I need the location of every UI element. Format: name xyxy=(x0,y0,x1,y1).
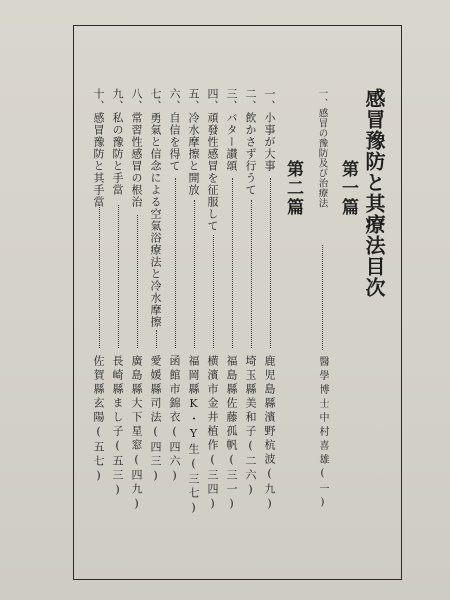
entry-5-author: 福岡縣K・Y生(三七) xyxy=(187,355,200,517)
entry-9-dots xyxy=(118,205,119,348)
entry-3-title: 三、バター讃頌 xyxy=(225,88,238,172)
entry-1-title: 一、小事が大事 xyxy=(263,88,276,172)
entry-4-author: 横濱市金井植作(三四) xyxy=(206,355,219,513)
entry-2-title: 二、飲かさず行うて xyxy=(244,88,257,196)
entry-7-author: 愛媛縣司法(四三) xyxy=(149,355,162,485)
entry-4-dots xyxy=(213,235,214,348)
entry-10-author: 佐賀縣玄陽(五七) xyxy=(92,355,105,485)
entry-9-author: 長崎縣まし子(五三) xyxy=(111,355,124,499)
entry-1-author: 鹿児島縣濱野杭波(九) xyxy=(263,355,276,513)
entry-7-dots xyxy=(156,330,157,348)
entry-3-dots xyxy=(232,178,233,348)
part-2-heading: 第二篇 xyxy=(283,160,303,217)
entry-4-title: 四、頑發性感冒を征服して xyxy=(206,88,219,232)
intro-entry-title: 一、感冒の豫防及び治療法 xyxy=(316,88,328,208)
entry-10-dots xyxy=(99,205,100,348)
entry-7-title: 七、勇氣と信念による空氣浴療法と冷水摩擦 xyxy=(149,88,162,328)
entry-5-dots xyxy=(194,200,195,348)
entry-1-dots xyxy=(270,178,271,348)
entry-6-dots xyxy=(175,178,176,348)
entry-8-dots xyxy=(137,215,138,348)
entry-2-author: 埼玉縣美和子(二六) xyxy=(244,355,257,499)
entry-8-title: 八、常習性感冒の根治 xyxy=(130,88,143,208)
part-1-heading: 第一篇 xyxy=(338,160,358,217)
entry-10-title: 十、感冒豫防と其手當 xyxy=(92,88,105,208)
entry-9-title: 九、私の豫防と手當 xyxy=(111,88,124,196)
entry-6-title: 六、自信を得て xyxy=(168,88,181,172)
entry-8-author: 廣島縣大下星窓(四九) xyxy=(130,355,143,513)
entry-5-title: 五、冷水摩擦と開放 xyxy=(187,88,200,196)
intro-leader-dots xyxy=(322,245,323,350)
entry-2-dots xyxy=(251,200,252,348)
entry-6-author: 函館市錦衣(四六) xyxy=(168,355,181,485)
page-title: 感冒豫防と其療法目次 xyxy=(362,88,386,298)
intro-entry-author: 醫學博士中村喜雄(一) xyxy=(317,356,328,512)
entry-3-author: 福島縣佐藤孤帆(三一) xyxy=(225,355,238,513)
